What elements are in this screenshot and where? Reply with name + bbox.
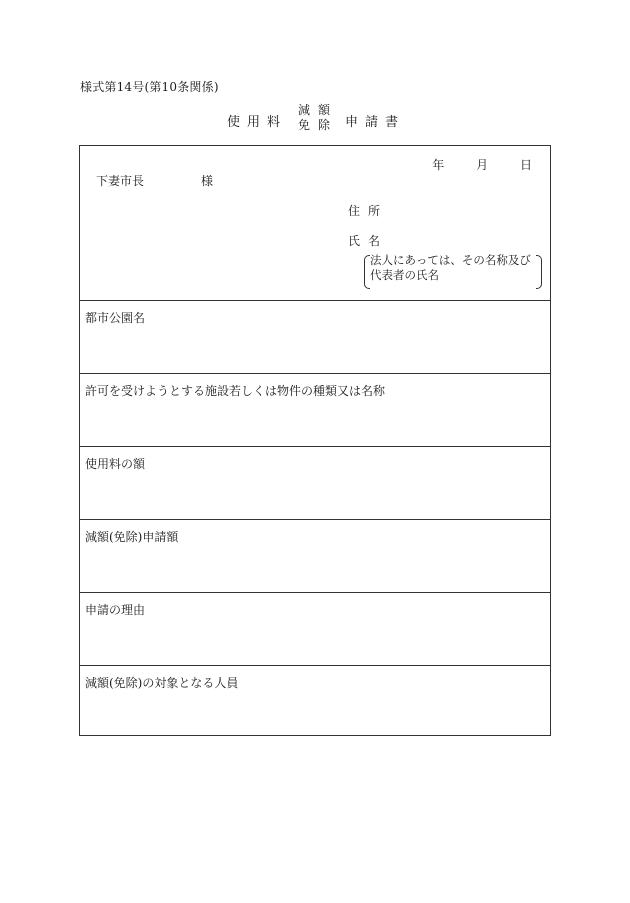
document-title bbox=[0, 103, 630, 139]
reason-label: 申請の理由 bbox=[85, 603, 146, 617]
header-section bbox=[80, 146, 550, 301]
title-stack-top: 減額 bbox=[298, 103, 339, 117]
reduction-amount-label: 減額(免除)申請額 bbox=[85, 530, 179, 544]
corporate-note bbox=[364, 253, 542, 289]
title-left: 使用料 bbox=[227, 115, 288, 130]
reason-field[interactable] bbox=[80, 593, 550, 666]
date-year: 年 bbox=[432, 158, 445, 172]
name-label: 氏名 bbox=[348, 234, 389, 248]
address-label: 住所 bbox=[348, 204, 389, 218]
title-stack-bottom: 免除 bbox=[298, 118, 339, 132]
application-form-table bbox=[79, 145, 551, 736]
facility-type-label: 許可を受けようとする施設若しくは物件の種類又は名称 bbox=[85, 384, 386, 398]
date-field[interactable] bbox=[404, 156, 532, 173]
target-persons-label: 減額(免除)の対象となる人員 bbox=[85, 676, 239, 690]
usage-fee-field[interactable] bbox=[80, 447, 550, 520]
reduction-amount-field[interactable] bbox=[80, 520, 550, 593]
date-day: 日 bbox=[519, 158, 532, 172]
facility-type-field[interactable] bbox=[80, 374, 550, 447]
note-line-2: 代表者の氏名 bbox=[370, 268, 439, 282]
target-persons-field[interactable] bbox=[80, 666, 550, 737]
note-line-1: 法人にあっては、その名称及び bbox=[370, 253, 531, 267]
park-name-field[interactable] bbox=[80, 301, 550, 374]
park-name-label: 都市公園名 bbox=[85, 311, 146, 325]
title-stack bbox=[298, 103, 338, 133]
honorific: 様 bbox=[201, 174, 214, 188]
title-right: 申請書 bbox=[345, 115, 406, 130]
form-number: 様式第14号(第10条関係) bbox=[80, 80, 219, 94]
usage-fee-label: 使用料の額 bbox=[85, 457, 146, 471]
addressee: 下妻市長 bbox=[96, 174, 145, 188]
date-month: 月 bbox=[476, 158, 489, 172]
